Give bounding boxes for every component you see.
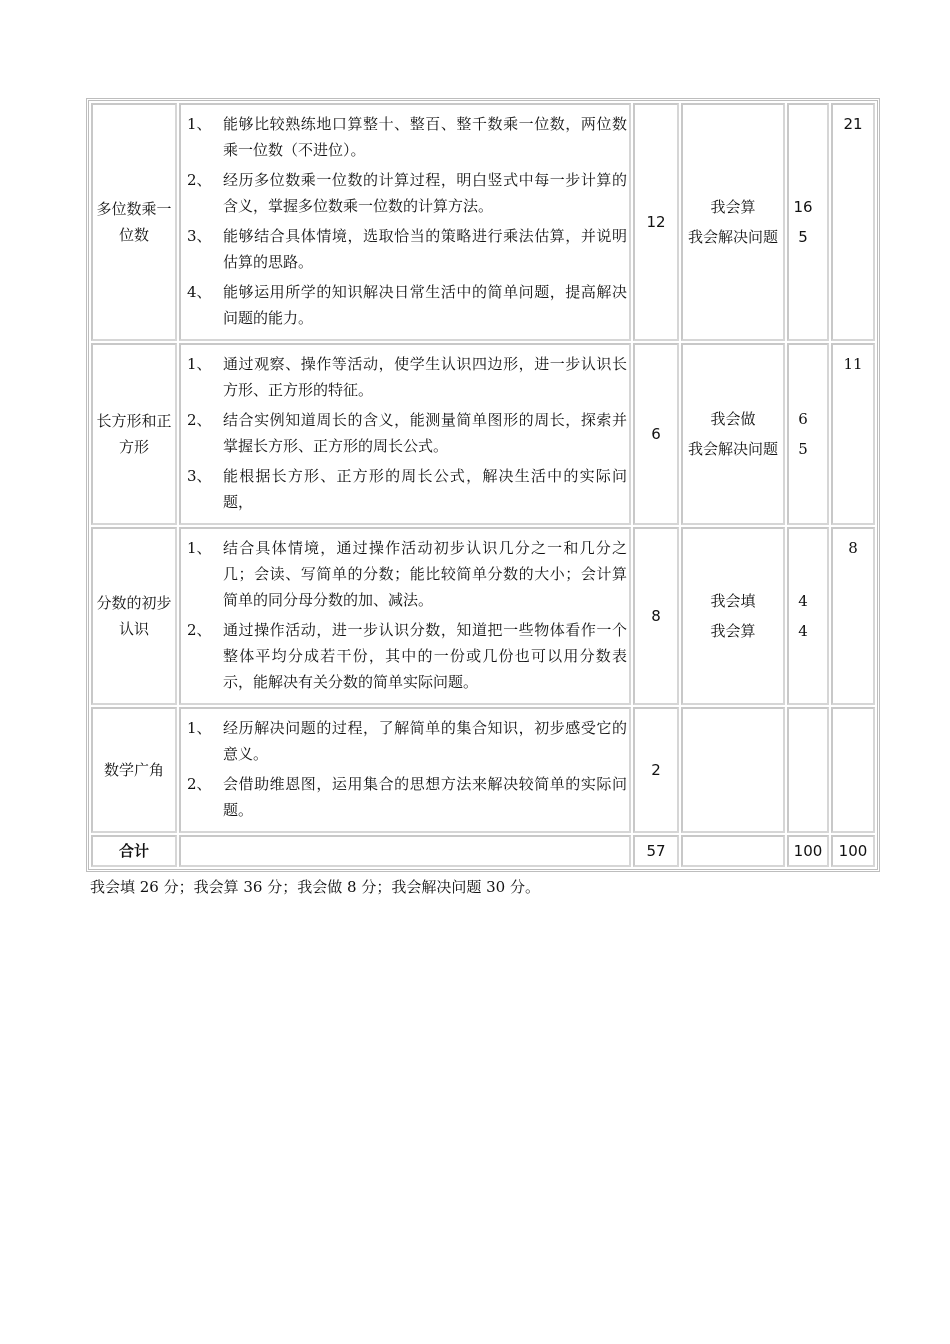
goal-number: 3、: [187, 467, 212, 485]
summary-total: 100: [831, 835, 875, 867]
total-cell: 21: [831, 103, 875, 341]
unit-name-cell: [91, 343, 177, 525]
table-row: [91, 343, 875, 525]
goal-text: 能够比较熟练地口算整十、整百、整千数乘一位数，两位数乘一位数（不进位）。: [223, 115, 627, 159]
goals-cell: [179, 707, 631, 833]
goal-text: 经历多位数乘一位数的计算过程，明白竖式中每一步计算的含义，掌握多位数乘一位数的计算方法。: [223, 171, 627, 215]
unit-name-line: 位数: [118, 226, 149, 244]
goal-item: [187, 535, 627, 613]
summary-label: 合计: [91, 835, 177, 867]
goal-number: 2、: [187, 411, 212, 429]
question-type: 我会填: [710, 592, 756, 610]
goal-item: [187, 617, 627, 695]
goal-item: [187, 715, 627, 767]
unit-name-line: 数学广角: [103, 761, 164, 779]
goal-item: [187, 407, 627, 459]
goal-item: [187, 111, 627, 163]
goals-cell: [179, 103, 631, 341]
score-value: 6: [798, 410, 808, 428]
question-types-cell: [681, 103, 785, 341]
goal-number: 2、: [187, 621, 212, 639]
table-row: [91, 103, 875, 341]
question-types-cell: [681, 707, 785, 833]
summary-hours: 57: [633, 835, 679, 867]
goal-text: 能够结合具体情境，选取恰当的策略进行乘法估算，并说明估算的思路。: [223, 227, 627, 271]
goal-item: [187, 279, 627, 331]
goal-item: [187, 771, 627, 823]
score-value: 4: [798, 592, 808, 610]
scores-cell: [787, 343, 829, 525]
goal-text: 通过操作活动，进一步认识分数，知道把一些物体看作一个整体平均分成若干份，其中的一份或几份也可以用分数表示，能解决有关分数的简单实际问题。: [223, 621, 627, 691]
unit-name-cell: [91, 103, 177, 341]
unit-name-cell: [91, 527, 177, 705]
question-type: 我会算: [710, 622, 756, 640]
goal-text: 通过观察、操作等活动，使学生认识四边形，进一步认识长方形、正方形的特征。: [223, 355, 627, 399]
question-types-cell: [681, 527, 785, 705]
goal-number: 1、: [187, 719, 212, 737]
goal-text: 能根据长方形、正方形的周长公式，解决生活中的实际问题，: [223, 467, 627, 511]
goal-number: 3、: [187, 227, 212, 245]
goal-text: 经历解决问题的过程，了解简单的集合知识，初步感受它的意义。: [223, 719, 627, 763]
score-value: 4: [798, 622, 808, 640]
score-value: 16: [793, 198, 813, 216]
question-type: 我会解决问题: [687, 440, 778, 458]
summary-score-sum: 100: [787, 835, 829, 867]
summary-types-cell: [681, 835, 785, 867]
total-cell: 8: [831, 527, 875, 705]
unit-name-line: 分数的初步: [96, 594, 172, 612]
goals-cell: [179, 527, 631, 705]
unit-name-line: 认识: [118, 620, 149, 638]
goal-number: 1、: [187, 539, 212, 557]
teaching-plan-table: [86, 98, 880, 872]
hours-cell: 6: [633, 343, 679, 525]
goals-cell: [179, 343, 631, 525]
unit-name-line: 长方形和正: [96, 412, 172, 430]
summary-row: [91, 835, 875, 867]
goal-number: 2、: [187, 171, 212, 189]
total-cell: 11: [831, 343, 875, 525]
score-value: 5: [798, 228, 808, 246]
question-type: 我会做: [710, 410, 756, 428]
scores-cell: [787, 527, 829, 705]
question-type: 我会解决问题: [687, 228, 778, 246]
goal-item: [187, 167, 627, 219]
scores-cell: [787, 707, 829, 833]
question-type: 我会算: [710, 198, 756, 216]
question-types-cell: [681, 343, 785, 525]
goal-number: 4、: [187, 283, 212, 301]
goal-text: 能够运用所学的知识解决日常生活中的简单问题，提高解决问题的能力。: [223, 283, 627, 327]
goal-item: [187, 351, 627, 403]
goal-number: 1、: [187, 115, 212, 133]
goal-number: 2、: [187, 775, 212, 793]
goal-text: 会借助维恩图，运用集合的思想方法来解决较简单的实际问题。: [223, 775, 627, 819]
hours-cell: 2: [633, 707, 679, 833]
goal-text: 结合具体情境，通过操作活动初步认识几分之一和几分之几；会读、写简单的分数；能比较简单分数的大小；会计算简单的同分母分数的加、减法。: [223, 539, 627, 609]
goal-number: 1、: [187, 355, 212, 373]
table-row: [91, 707, 875, 833]
unit-name-line: 方形: [118, 438, 149, 456]
unit-name-line: 多位数乘一: [96, 200, 172, 218]
score-distribution-note: 我会填 26 分；我会算 36 分；我会做 8 分；我会解决问题 30 分。: [90, 878, 540, 896]
goal-item: [187, 223, 627, 275]
summary-goals-cell: [179, 835, 631, 867]
table-row: [91, 527, 875, 705]
hours-cell: 8: [633, 527, 679, 705]
total-cell: [831, 707, 875, 833]
goal-text: 结合实例知道周长的含义，能测量简单图形的周长，探索并掌握长方形、正方形的周长公式。: [223, 411, 627, 455]
scores-cell: [787, 103, 829, 341]
goal-item: [187, 463, 627, 515]
document-page: [86, 98, 880, 897]
unit-name-cell: [91, 707, 177, 833]
hours-cell: 12: [633, 103, 679, 341]
score-value: 5: [798, 440, 808, 458]
